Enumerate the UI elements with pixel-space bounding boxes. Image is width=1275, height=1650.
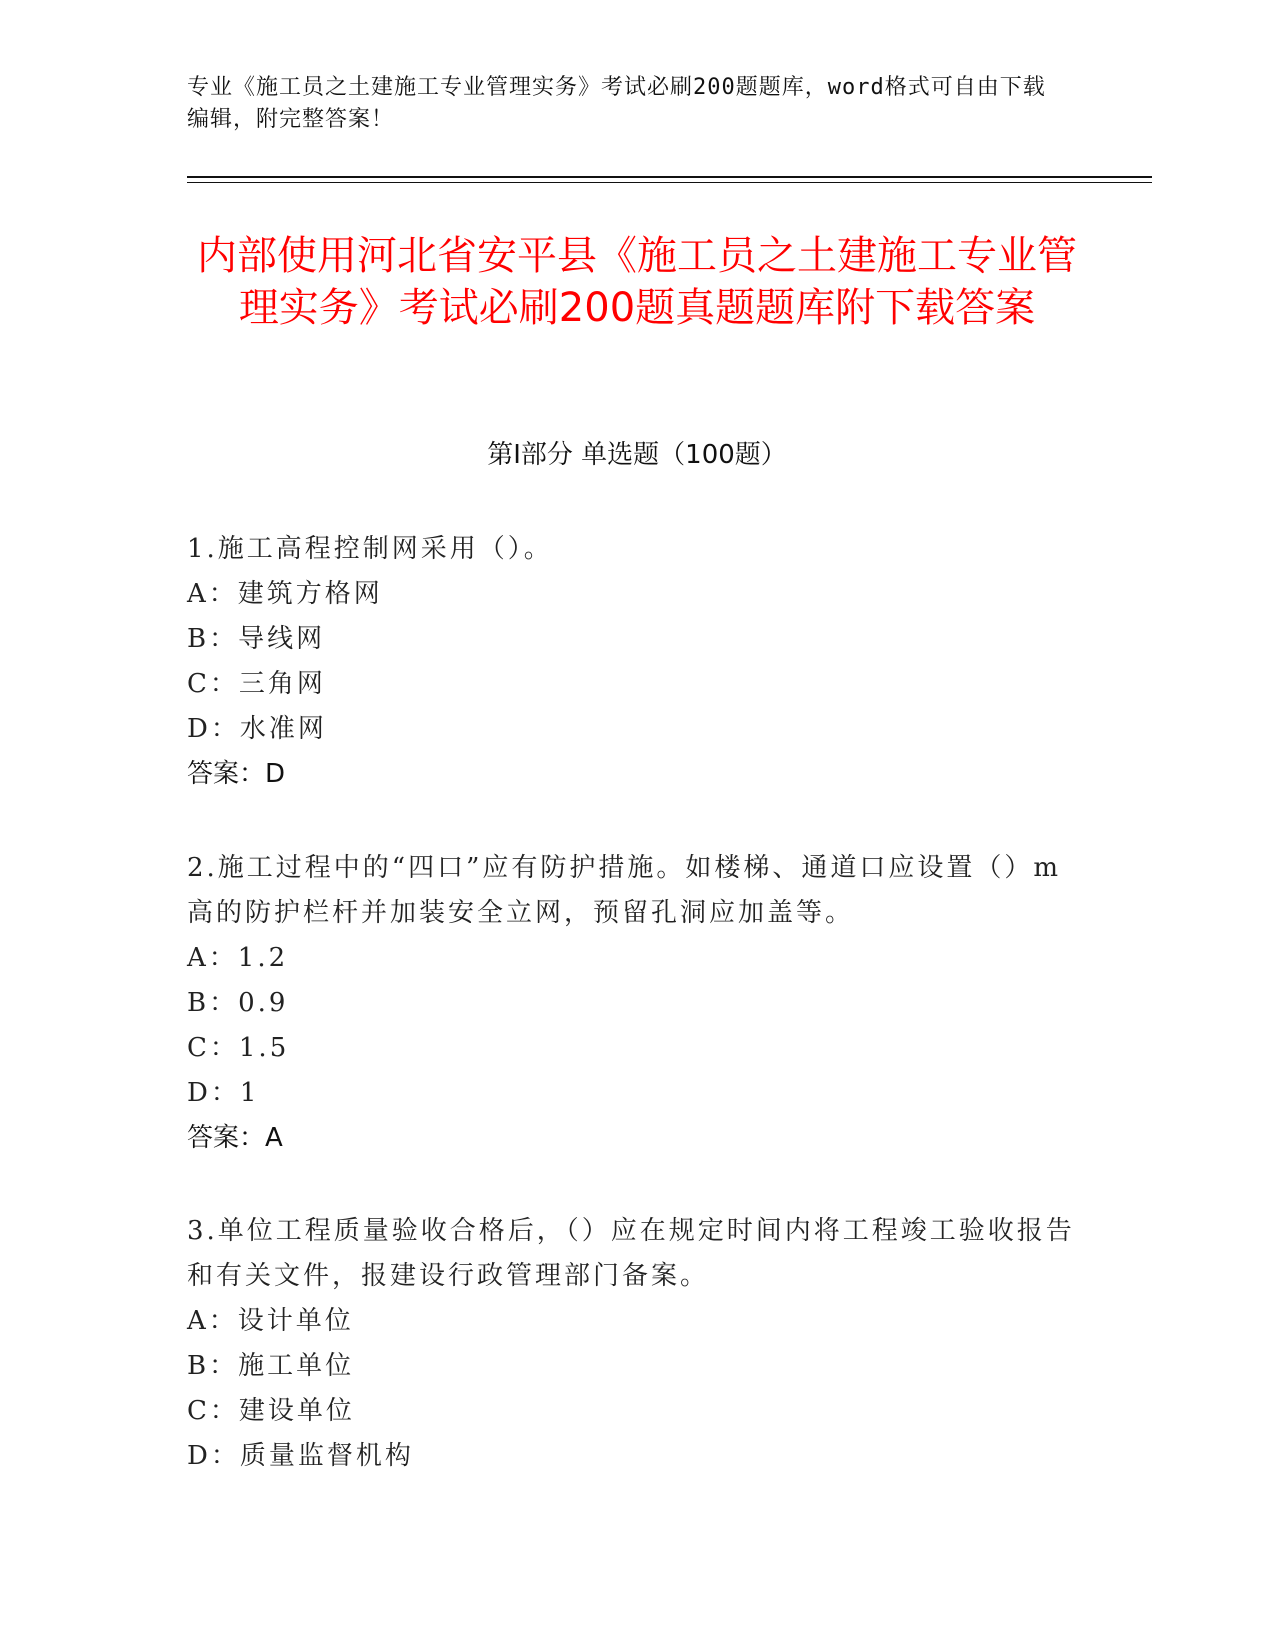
question-3 <box>187 1209 1087 1479</box>
document-title: 内部使用河北省安平县《施工员之土建施工专业管理实务》考试必刷200题真题题库附下载答案 <box>197 233 1077 331</box>
header-note: 专业《施工员之土建施工专业管理实务》考试必刷200题题库，word格式可自由下载编辑，附完整答案！ <box>187 75 1046 132</box>
answer-line: 答案：A <box>187 1123 283 1153</box>
option-b: B：导线网 <box>187 624 326 654</box>
answer-line: 答案：D <box>187 759 286 789</box>
option-b: B：施工单位 <box>187 1351 355 1381</box>
section-heading: 第I部分 单选题（100题） <box>487 440 787 470</box>
header-divider-thin <box>187 182 1152 183</box>
question-stem: 3.单位工程质量验收合格后，（）应在规定时间内将工程竣工验收报告和有关文件，报建设行政管理部门备案。 <box>187 1216 1075 1291</box>
option-d: D：1 <box>187 1078 260 1108</box>
option-c: C：建设单位 <box>187 1396 355 1426</box>
option-b: B：0.9 <box>187 988 289 1018</box>
header-divider-thick <box>187 176 1152 178</box>
question-stem: 1.施工高程控制网采用（）。 <box>187 534 553 564</box>
option-a: A：设计单位 <box>187 1306 354 1336</box>
option-d: D：水准网 <box>187 714 327 744</box>
question-2 <box>187 846 1087 1161</box>
option-c: C：三角网 <box>187 669 326 699</box>
option-a: A：1.2 <box>187 943 289 973</box>
option-d: D：质量监督机构 <box>187 1441 414 1471</box>
option-c: C：1.5 <box>187 1033 290 1063</box>
question-stem: 2.施工过程中的“四口”应有防护措施。如楼梯、通道口应设置（）m高的防护栏杆并加装安全立网，预留孔洞应加盖等。 <box>187 853 1062 928</box>
option-a: A：建筑方格网 <box>187 579 383 609</box>
question-1 <box>187 527 1087 797</box>
